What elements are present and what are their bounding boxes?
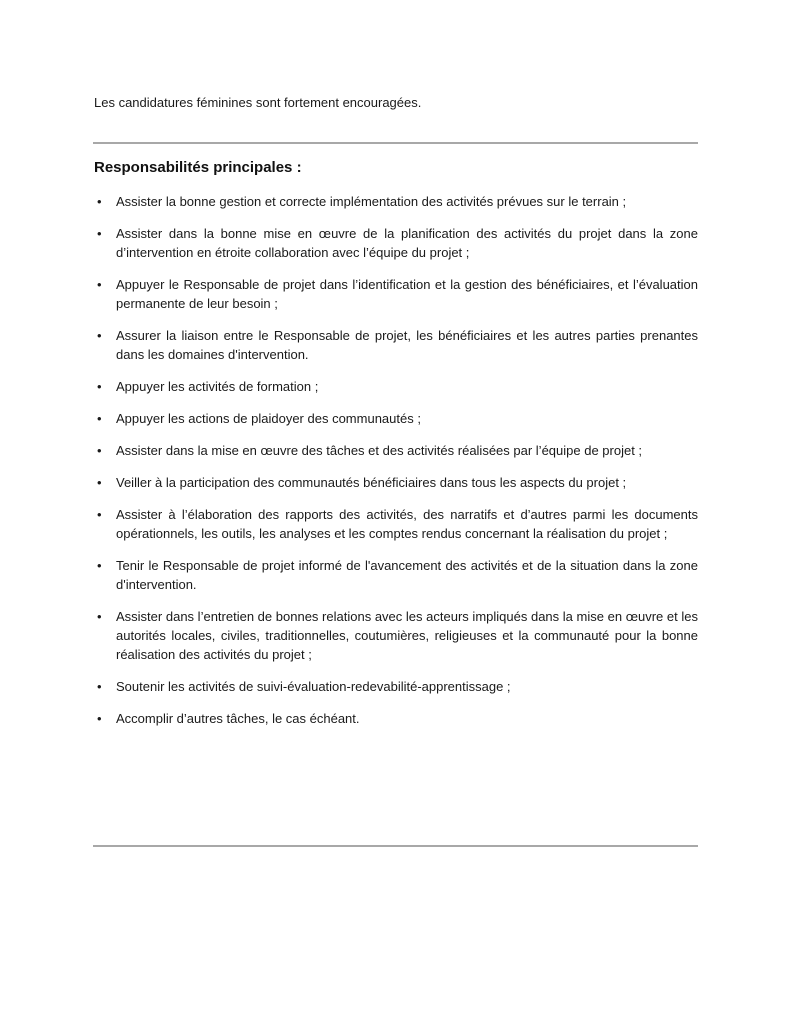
bullet-icon: • xyxy=(97,443,102,458)
intro-paragraph: Les candidatures féminines sont fortement encouragées. xyxy=(94,95,422,110)
responsibility-item xyxy=(94,556,698,594)
bullet-icon: • xyxy=(97,328,102,343)
responsibility-text: Assurer la liaison entre le Responsable de projet, les bénéficiaires et les autres parties prenantes dans les domaines d'intervention. xyxy=(116,328,698,362)
responsibility-text: Appuyer les actions de plaidoyer des communautés ; xyxy=(116,411,421,426)
bullet-icon: • xyxy=(97,277,102,292)
responsibility-text: Veiller à la participation des communautés bénéficiaires dans tous les aspects du projet ; xyxy=(116,475,627,490)
responsibility-text: Assister dans la mise en œuvre des tâches et des activités réalisées par l’équipe de projet ; xyxy=(116,443,643,458)
responsibility-text: Tenir le Responsable de projet informé de l'avancement des activités et de la situation dans la zone d'intervention. xyxy=(116,558,698,592)
responsibility-text: Accomplir d’autres tâches, le cas échéant. xyxy=(116,711,360,726)
bullet-icon: • xyxy=(97,226,102,241)
bullet-icon: • xyxy=(97,558,102,573)
bullet-icon: • xyxy=(97,194,102,209)
divider-bottom xyxy=(93,845,698,847)
bullet-icon: • xyxy=(97,711,102,726)
bullet-icon: • xyxy=(97,411,102,426)
responsibility-text: Assister dans la bonne mise en œuvre de la planification des activités du projet dans la zone d’intervention en étroite collaboration avec l’équipe du projet ; xyxy=(116,226,698,260)
responsibility-item xyxy=(94,473,698,492)
responsibility-text: Assister la bonne gestion et correcte implémentation des activités prévues sur le terrain ; xyxy=(116,194,627,209)
responsibility-item xyxy=(94,192,698,211)
responsibility-item xyxy=(94,441,698,460)
divider-top xyxy=(93,142,698,144)
bullet-icon: • xyxy=(97,679,102,694)
responsibility-text: Appuyer le Responsable de projet dans l’identification et la gestion des bénéficiaires, et l’évaluation permanente de leur besoin ; xyxy=(116,277,698,311)
responsibility-text: Appuyer les activités de formation ; xyxy=(116,379,319,394)
responsibility-item xyxy=(94,505,698,543)
section-title: Responsabilités principales : xyxy=(94,159,302,176)
responsibility-text: Assister à l’élaboration des rapports des activités, des narratifs et d’autres parmi les documents opérationnels, les outils, les analyses et les comptes rendus concernant la réalisation du projet ; xyxy=(116,507,698,541)
bullet-icon: • xyxy=(97,379,102,394)
responsibility-item xyxy=(94,709,698,728)
bullet-icon: • xyxy=(97,475,102,490)
responsibility-item xyxy=(94,377,698,396)
bullet-icon: • xyxy=(97,609,102,624)
responsibility-item xyxy=(94,224,698,262)
responsibility-item xyxy=(94,326,698,364)
responsibility-item xyxy=(94,677,698,696)
bullet-icon: • xyxy=(97,507,102,522)
responsibilities-list xyxy=(94,192,698,741)
responsibility-text: Assister dans l’entretien de bonnes relations avec les acteurs impliqués dans la mise en œuvre et les autorités locales, civiles, traditionnelles, coutumières, religieuses et la communauté pour la bonne réalisation des activités du projet ; xyxy=(116,609,698,662)
responsibility-item xyxy=(94,409,698,428)
responsibility-text: Soutenir les activités de suivi-évaluation-redevabilité-apprentissage ; xyxy=(116,679,511,694)
responsibility-item xyxy=(94,607,698,664)
responsibility-item xyxy=(94,275,698,313)
